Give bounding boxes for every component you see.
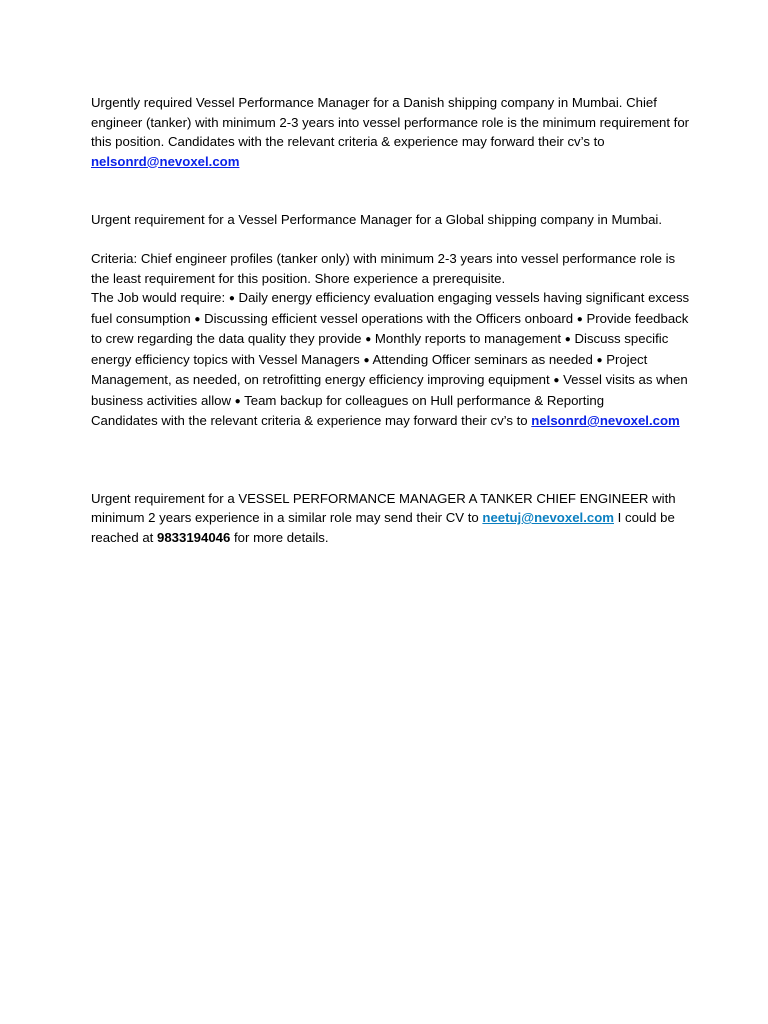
duty-item: Monthly reports to management bbox=[374, 331, 562, 346]
post-3-email-link[interactable]: neetuj@nevoxel.com bbox=[482, 510, 614, 525]
post-3 bbox=[91, 489, 691, 548]
duty-item: Discussing efficient vessel operations with the Officers onboard bbox=[204, 310, 574, 326]
post-2-heading: Urgent requirement for a Vessel Performance Manager for a Global shipping company in Mumbai. bbox=[91, 212, 663, 227]
bullet-icon: ● bbox=[596, 354, 603, 366]
bullet-icon: ● bbox=[228, 293, 235, 304]
post-2-duties bbox=[91, 288, 691, 411]
spacer bbox=[91, 171, 691, 210]
duty-item: Discuss specific energy efficiency topics with Vessel Managers bbox=[91, 331, 669, 367]
post-2-criteria: Criteria: Chief engineer profiles (tanker only) with minimum 2-3 years into vessel performance role is the least requirement for this position. Shore experience a prerequisite. bbox=[91, 251, 676, 286]
duty-item: Daily energy efficiency evaluation engaging vessels having significant excess fuel consumption bbox=[91, 290, 690, 326]
post-3-text: Urgent requirement for a VESSEL PERFORMANCE MANAGER A TANKER CHIEF ENGINEER with minimum 2 years experience in a similar role may send their CV to bbox=[91, 490, 676, 525]
post-2-email-link[interactable]: nelsonrd@nevoxel.com bbox=[531, 413, 680, 428]
post-1-email-link[interactable]: nelsonrd@nevoxel.com bbox=[91, 153, 240, 169]
document-body bbox=[91, 93, 691, 547]
duty-item: Provide feedback to crew regarding the data quality they provide bbox=[91, 310, 689, 346]
bullet-icon: ● bbox=[553, 375, 560, 386]
bullet-icon: ● bbox=[576, 313, 583, 325]
post-1 bbox=[91, 93, 691, 171]
duty-item: Attending Officer seminars as needed bbox=[372, 351, 593, 367]
spacer bbox=[91, 230, 691, 250]
post-3-text-after: for more details. bbox=[234, 529, 329, 545]
post-1-text: Urgently required Vessel Performance Manager for a Danish shipping company in Mumbai. Chief engineer (tanker) with minimum 2-3 years into vessel performance role is the minimum requirement for this position. Candidates with the relevant criteria & experience may forward their cv’s to bbox=[91, 95, 690, 149]
bullet-icon: ● bbox=[234, 395, 241, 407]
post-2-job-intro: The Job would require: bbox=[91, 290, 226, 305]
spacer bbox=[91, 431, 691, 489]
post-3-text-middle: I could be reached at bbox=[91, 510, 675, 545]
duty-item: Project Management, as needed, on retrofitting energy efficiency improving equipment bbox=[91, 351, 648, 387]
duty-item: Vessel visits as when business activities allow bbox=[91, 372, 688, 408]
post-3-phone: 9833194046 bbox=[157, 529, 231, 545]
bullet-icon: ● bbox=[365, 334, 372, 345]
post-2-closing bbox=[91, 411, 691, 431]
duty-item: Team backup for colleagues on Hull performance & Reporting bbox=[244, 392, 605, 408]
bullet-icon: ● bbox=[194, 313, 201, 325]
bullet-icon: ● bbox=[363, 354, 370, 366]
bullet-icon: ● bbox=[564, 334, 571, 345]
post-2-closing-text: Candidates with the relevant criteria & experience may forward their cv’s to bbox=[91, 413, 528, 428]
